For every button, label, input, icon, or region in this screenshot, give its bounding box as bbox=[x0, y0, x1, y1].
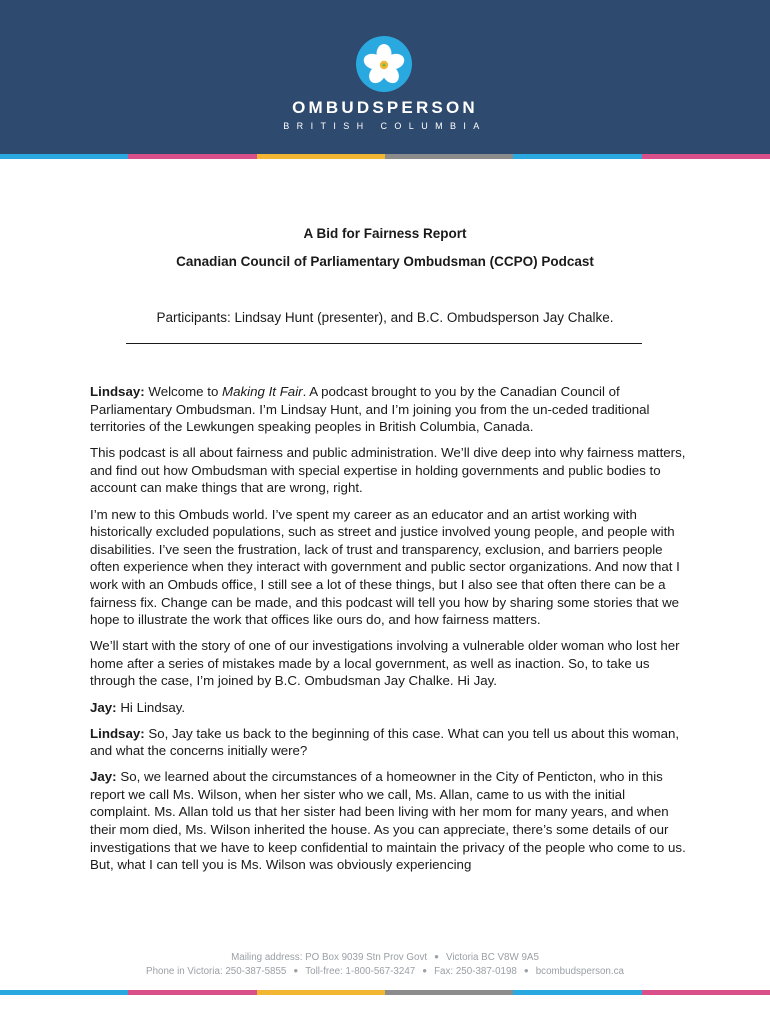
footer-separator: ● bbox=[422, 966, 428, 975]
speaker-label: Jay: bbox=[90, 699, 117, 715]
color-stripe-top bbox=[0, 154, 770, 159]
dogwood-flower-icon bbox=[356, 36, 412, 92]
speaker-label: Lindsay: bbox=[90, 384, 145, 399]
speaker-label: Lindsay: bbox=[90, 725, 145, 741]
color-stripe-bottom bbox=[0, 990, 770, 995]
paragraph: I’m new to this Ombuds world. I’ve spent my career as an educator and an artist working with historically excluded populations, such as street and justice involved young people, and people with disabilities. I’ve seen the frustration, lack of trust and transparency, exclusion, and barriers people often experience when they interact with government and public sector organizations. And now that I work with an Ombuds office, I still see a lot of these things, but I also see that often there can be a fairness fix. Change can be made, and this podcast will tell you how by sharing some stories that we hope to illustrate the work that offices like ours do, and how fairness matters. bbox=[90, 506, 680, 628]
footer-separator: ● bbox=[293, 966, 299, 975]
paragraph bbox=[90, 725, 686, 760]
footer-mailing: Mailing address: PO Box 9039 Stn Prov Govt bbox=[231, 952, 428, 963]
paragraph-text: Hi Lindsay. bbox=[116, 699, 186, 715]
brand-title: OMBUDSPERSON bbox=[292, 98, 478, 117]
paragraph-text: So, Jay take us back to the beginning of this case. What can you tell us about this woman, and what the concerns initially were? bbox=[90, 725, 680, 759]
paragraph bbox=[90, 699, 686, 717]
paragraph: We’ll start with the story of one of our investigations involving a vulnerable older woman who lost her home after a series of mistakes made by a local government, as well as inaction. So, to take us through the case, I’m joined by B.C. Ombudsman Jay Chalke. Hi Jay. bbox=[90, 638, 680, 689]
paragraph-text: So, we learned about the circumstances of a homeowner in the City of Penticton, who in this report we call Ms. Wilson, when her sister who we call, Ms. Allan, came to us with the initial complaint. Ms. Allan told us that her sister had been living with her mom for many years, and when their mom died, Ms. Wilson inherited the house. As you can appreciate, there’s some details of our investigations that we have to keep confidential to maintain the privacy of the people who come to us. But, what I can tell you is Ms. Wilson was obviously experiencing bbox=[90, 769, 686, 873]
document-title: A Bid for Fairness Report bbox=[303, 226, 467, 241]
footer-separator: ● bbox=[523, 966, 529, 975]
footer-address bbox=[0, 952, 770, 963]
paragraph: This podcast is all about fairness and public administration. We’ll dive deep into why fairness matters, and find out how Ombudsman with special expertise in holding governments and public bodies to account can make things that are wrong, right. bbox=[90, 445, 686, 496]
footer-contact bbox=[0, 966, 770, 977]
paragraph-text: Welcome to bbox=[144, 384, 223, 399]
document-subtitle: Canadian Council of Parliamentary Ombudsman (CCPO) Podcast bbox=[176, 254, 594, 269]
brand-subtitle: BRITISH COLUMBIA bbox=[283, 121, 487, 131]
footer-city: Victoria BC V8W 9A5 bbox=[445, 952, 539, 963]
speaker-label: Jay: bbox=[90, 769, 117, 785]
transcript-body bbox=[90, 383, 686, 882]
paragraph bbox=[90, 383, 686, 436]
footer-separator: ● bbox=[434, 952, 439, 961]
page-header bbox=[0, 0, 770, 154]
podcast-name: Making It Fair bbox=[222, 384, 303, 399]
paragraph bbox=[90, 768, 686, 874]
paragraph-text: . A podcast brought to you by the Canadian Council of Parliamentary Ombudsman. I’m Lindsay Hunt, and I’m joining you from the un-ceded traditional territories of the Lewkungen speaking peoples in British Columbia, Canada. bbox=[90, 384, 650, 435]
participants-line: Participants: Lindsay Hunt (presenter), and B.C. Ombudsperson Jay Chalke. bbox=[156, 310, 614, 325]
footer-fax: Fax: 250-387-0198 bbox=[434, 966, 517, 977]
footer-tollfree: Toll-free: 1-800-567-3247 bbox=[305, 966, 416, 977]
footer-phone: Phone in Victoria: 250-387-5855 bbox=[146, 966, 287, 977]
footer-website-link[interactable]: bcombudsperson.ca bbox=[535, 966, 624, 977]
divider-rule bbox=[126, 343, 642, 344]
